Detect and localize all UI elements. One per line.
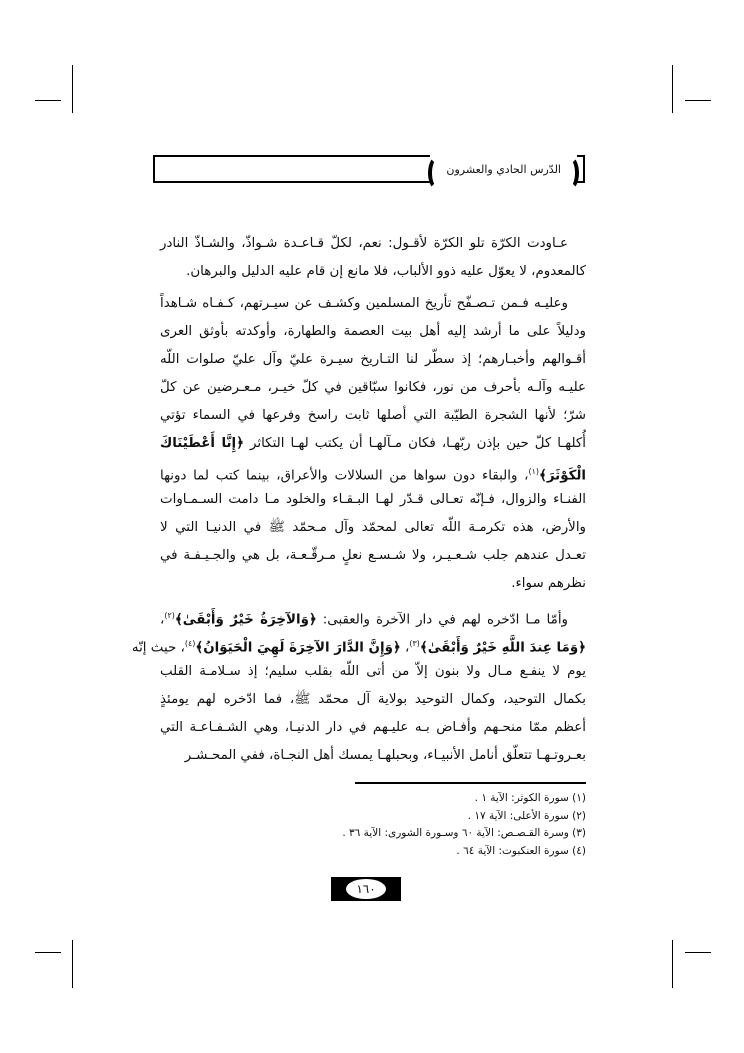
- text-segment: تعـدل عندهم جلب شـعـيـر، ولا شـسـع نعلٍ مـرقّـعـة، بل هي والجـيـفـة في: [160, 548, 586, 563]
- page-number-badge: [331, 877, 401, 901]
- crop-mark: [685, 952, 711, 953]
- footnote-ref: (١): [528, 467, 539, 476]
- text-line: [160, 402, 586, 430]
- text-line: [160, 658, 586, 686]
- text-line: [131, 630, 586, 658]
- footnote: (٣) وسرة القـصـص: الآية ٦٠ وسـورة الشورى: الآية ٣٦ .: [342, 827, 586, 839]
- text-line: [160, 230, 586, 258]
- crop-mark: [72, 65, 73, 113]
- footnote: (٤) سورة العنكبوت: الآية ٦٤ .: [456, 844, 586, 857]
- text-segment: ،: [400, 640, 410, 656]
- crop-mark: [672, 65, 673, 113]
- text-segment: وأمّا مـا ادّخره لهم في دار الآخرة والعقبى:: [316, 612, 569, 628]
- footnote-ref: (٤): [184, 639, 196, 648]
- text-segment: نظرهم سواء.: [511, 576, 586, 591]
- text-segment: أعظم ممّا منحـهم وأفـاض بـه عليـهم في دار الدنيـا، وهي الشـفـاعـة التي: [160, 720, 586, 735]
- text-line: [160, 374, 586, 402]
- text-segment: ، والبقاء دون سواها من السلالات والأعراق، بينما كتب لما دونها: [160, 468, 529, 484]
- text-line: [160, 602, 586, 630]
- quran-quote: ﴿وَالآخِرَةُ خَيْرٌ وَأَبْقَىٰ﴾: [174, 612, 317, 628]
- text-segment: عـاودت الكرّة تلو الكرّة لأقـول: نعم، لكلّ قـاعـدة شـواذّ، والشـاذّ النادر: [160, 236, 568, 251]
- quran-quote: ﴿وَإِنَّ الدَّارَ الآخِرَةَ لَهِيَ الْحَيَوَانُ﴾: [195, 640, 401, 656]
- text-line: [160, 686, 586, 714]
- text-line: [160, 290, 586, 318]
- text-segment: الفنـاء والزوال، فـإنّه تعـالى قـدّر لهـا البـقـاء والخلود مـا دامت السـمـاوات: [160, 492, 586, 507]
- text-line: [160, 514, 586, 542]
- crop-mark: [672, 940, 673, 988]
- text-segment: والأرض، هذه تكرمـة اللّه تعالى لمحمّد وآل مـحمّد ﷺ في الدنيـا التي لا: [160, 520, 586, 535]
- footnote-ref: (٣): [409, 639, 420, 648]
- text-segment: شرّ؛ لأنها الشجرة الطيّبة التي أصلها ثابت راسخ وفرعها في السماء تؤتي: [160, 408, 586, 423]
- text-line: [160, 714, 586, 742]
- paragraph: [160, 230, 586, 286]
- crop-mark: [72, 940, 73, 988]
- footnote: (١) سورة الكوثر: الآية ١ .: [474, 792, 586, 804]
- chapter-title: [430, 153, 577, 185]
- page-number: ١٦٠: [346, 879, 385, 899]
- text-line: [160, 486, 586, 514]
- footnotes: [300, 790, 586, 860]
- text-segment: وعليـه فـمن تـصـفّح تأريخ المسلمين وكشـف عن سيـرتهم، كـفـاه شـاهداً: [160, 296, 568, 311]
- quran-quote: ﴿وَمَا عِندَ اللَّهِ خَيْرٌ وَأَبْقَىٰ﴾: [419, 640, 586, 656]
- text-segment: أُكلهـا كلّ حين بإذن ربّهـا، فكان مـآلهـا أن يكتب لهـا التكاثر: [243, 436, 586, 451]
- crop-mark: [685, 100, 711, 101]
- text-segment: ، حيث إنّه: [131, 640, 185, 656]
- text-segment: أقـوالهم وأخبـارهم؛ إذ سطّر لنا التـاريخ سيـرة عليّ وآل عليّ صلوات اللّه: [160, 352, 586, 367]
- text-line: [160, 346, 586, 374]
- text-line: [160, 742, 586, 770]
- text-segment: بكمال التوحيد، وكمال التوحيد بولاية آل محمّد ﷺ، فما ادّخره لهم يومئذٍ: [160, 692, 586, 707]
- quran-quote: الْكَوْثَرَ﴾: [538, 468, 586, 484]
- text-line: [160, 430, 586, 458]
- text-segment: ودليلاً على ما أرشد إليه أهل بيت العصمة والطهارة، وأوكدته بأوثق العرى: [160, 324, 586, 339]
- text-line: [160, 318, 586, 346]
- body-text: [131, 230, 586, 774]
- text-segment: يوم لا ينفـع مـال ولا بنون إلاّ من أتى اللّه بقلب سليم؛ إذ سـلامـة القلب: [160, 664, 586, 679]
- text-segment: كالمعدوم، لا يعوّل عليه ذوو الألباب، فلا مانع إن قام عليه الدليل والبرهان.: [186, 264, 586, 279]
- footnote-ref: (٢): [164, 611, 175, 620]
- paragraph: [160, 290, 586, 598]
- footnote-rule: [355, 782, 586, 784]
- text-segment: ،: [160, 612, 165, 628]
- paragraph: [131, 602, 586, 770]
- crop-mark: [35, 100, 61, 101]
- running-header: [153, 155, 585, 183]
- chapter-title-text: الدّرس الحادي والعشرون: [446, 162, 561, 176]
- quran-quote: ﴿إِنَّا أَعْطَيْنَاكَ: [160, 436, 244, 451]
- text-segment: عليـه وآلـه بأحرف من نور، فكانوا سبّاقين في كلّ خيـر، مـعـرضين عن كلّ: [160, 380, 586, 395]
- text-line: [160, 570, 586, 598]
- text-segment: بعـروتـهـا تتعلّق أنامل الأنبيـاء، وبحبلهـا يمسك أهل النجـاة، ففي المحـشـر: [184, 748, 586, 763]
- text-line: [160, 258, 586, 286]
- footnote: (٢) سورة الأعلى: الآية ١٧ .: [467, 809, 586, 822]
- text-line: [160, 542, 586, 570]
- text-line: [160, 458, 586, 486]
- crop-mark: [35, 952, 61, 953]
